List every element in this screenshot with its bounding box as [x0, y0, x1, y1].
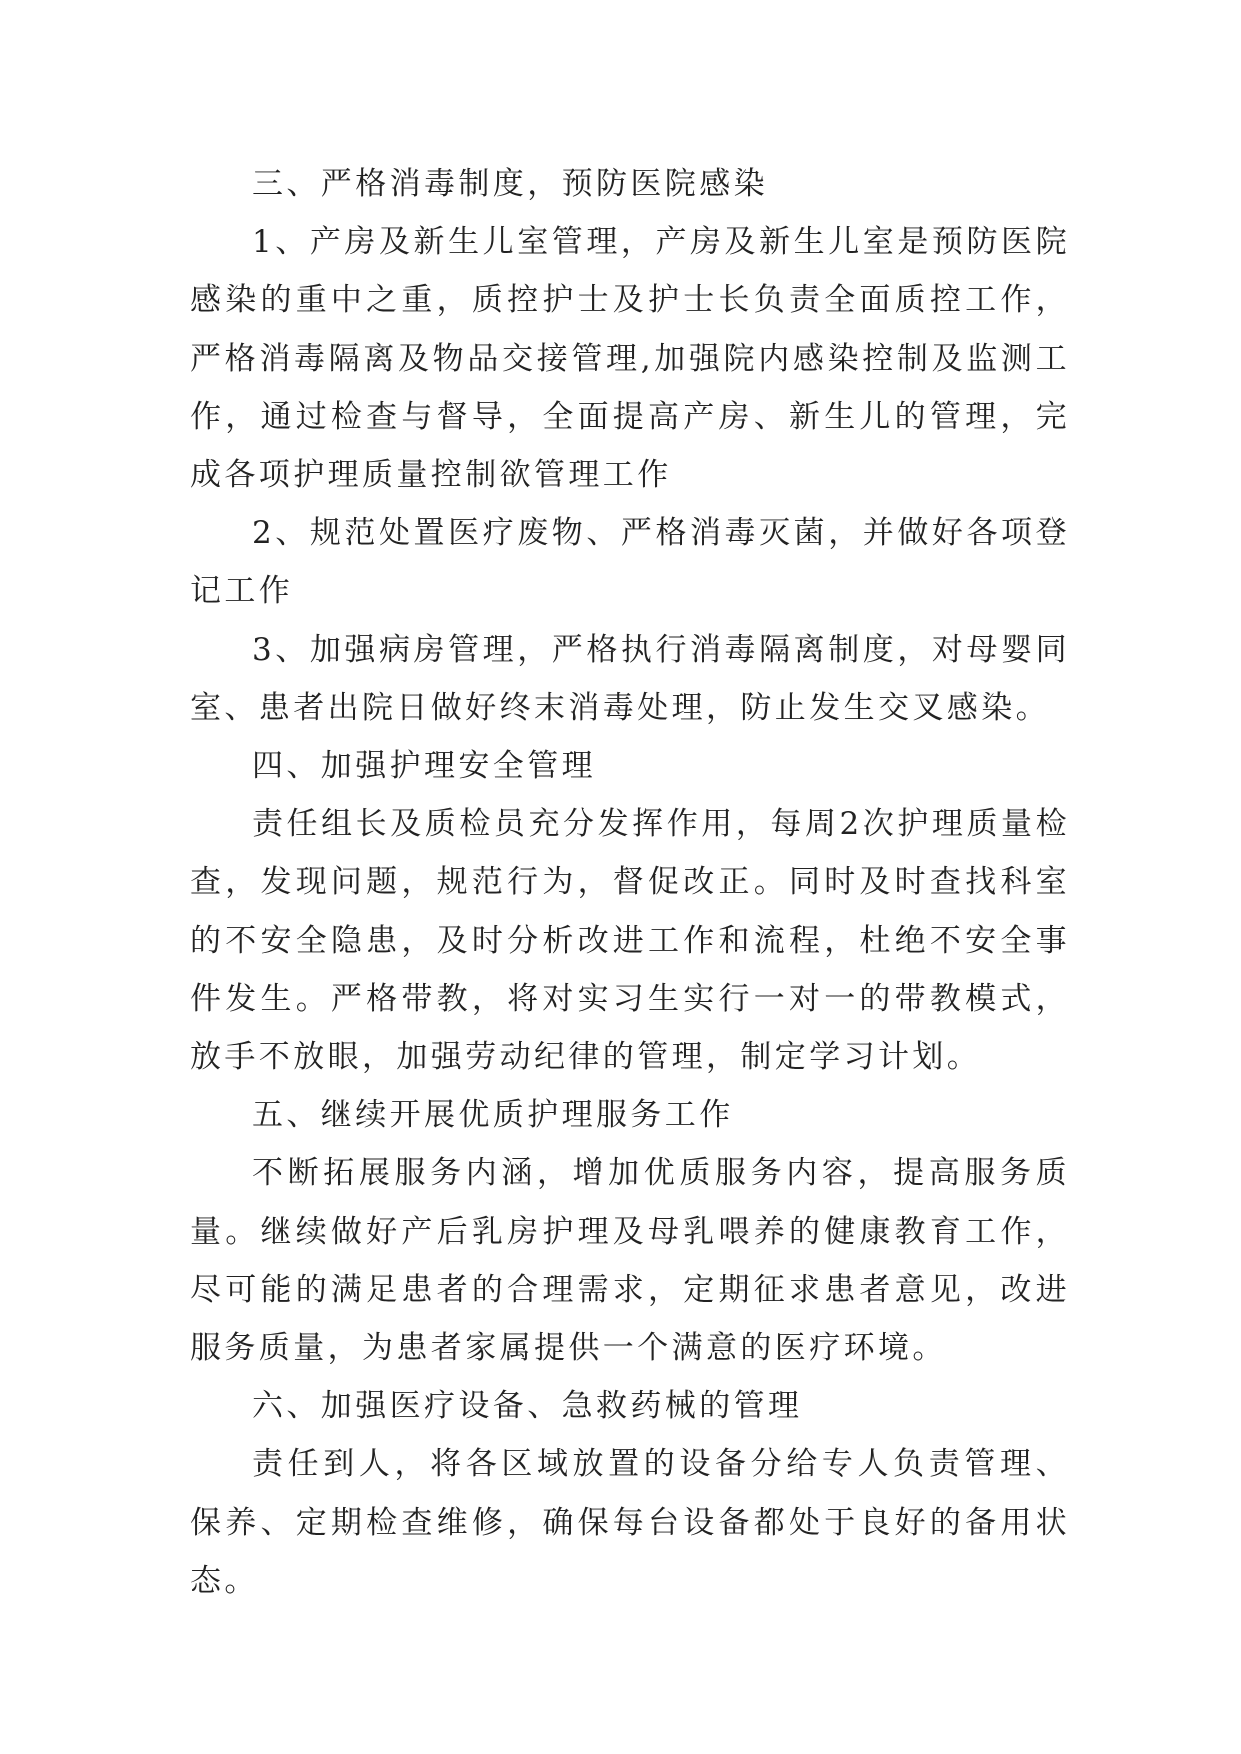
section-heading-4: 四、加强护理安全管理 — [252, 748, 596, 785]
paragraph: 3、加强病房管理，严格执行消毒隔离制度，对母婴同室、患者出院日做好终末消毒处理，防止发生交叉感染。 — [190, 631, 1070, 726]
paragraph: 2、规范处置医疗废物、严格消毒灭菌，并做好各项登记工作 — [190, 515, 1070, 610]
section-heading-5: 五、继续开展优质护理服务工作 — [252, 1097, 734, 1134]
paragraph: 1、产房及新生儿室管理，产房及新生儿室是预防医院感染的重中之重，质控护士及护士长负责全面质控工作，严格消毒隔离及物品交接管理,加强院内感染控制及监测工作，通过检查与督导，全面提高产房、新生儿的管理，完成各项护理质量控制欲管理工作 — [190, 224, 1070, 494]
paragraph: 责任到人，将各区域放置的设备分给专人负责管理、保养、定期检查维修，确保每台设备都处于良好的备用状态。 — [190, 1446, 1070, 1599]
paragraph: 责任组长及质检员充分发挥作用，每周2次护理质量检查，发现问题，规范行为，督促改正。同时及时查找科室的不安全隐患，及时分析改进工作和流程，杜绝不安全事件发生。严格带教，将对实习生实行一对一的带教模式，放手不放眼，加强劳动纪律的管理，制定学习计划。 — [190, 806, 1070, 1076]
section-heading-6: 六、加强医疗设备、急救药械的管理 — [252, 1388, 803, 1425]
section-heading-3: 三、严格消毒制度，预防医院感染 — [252, 166, 768, 202]
document-body — [190, 155, 1070, 1610]
paragraph: 不断拓展服务内涵，增加优质服务内容，提高服务质量。继续做好产后乳房护理及母乳喂养的健康教育工作，尽可能的满足患者的合理需求，定期征求患者意见，改进服务质量，为患者家属提供一个满意的医疗环境。 — [190, 1155, 1070, 1367]
